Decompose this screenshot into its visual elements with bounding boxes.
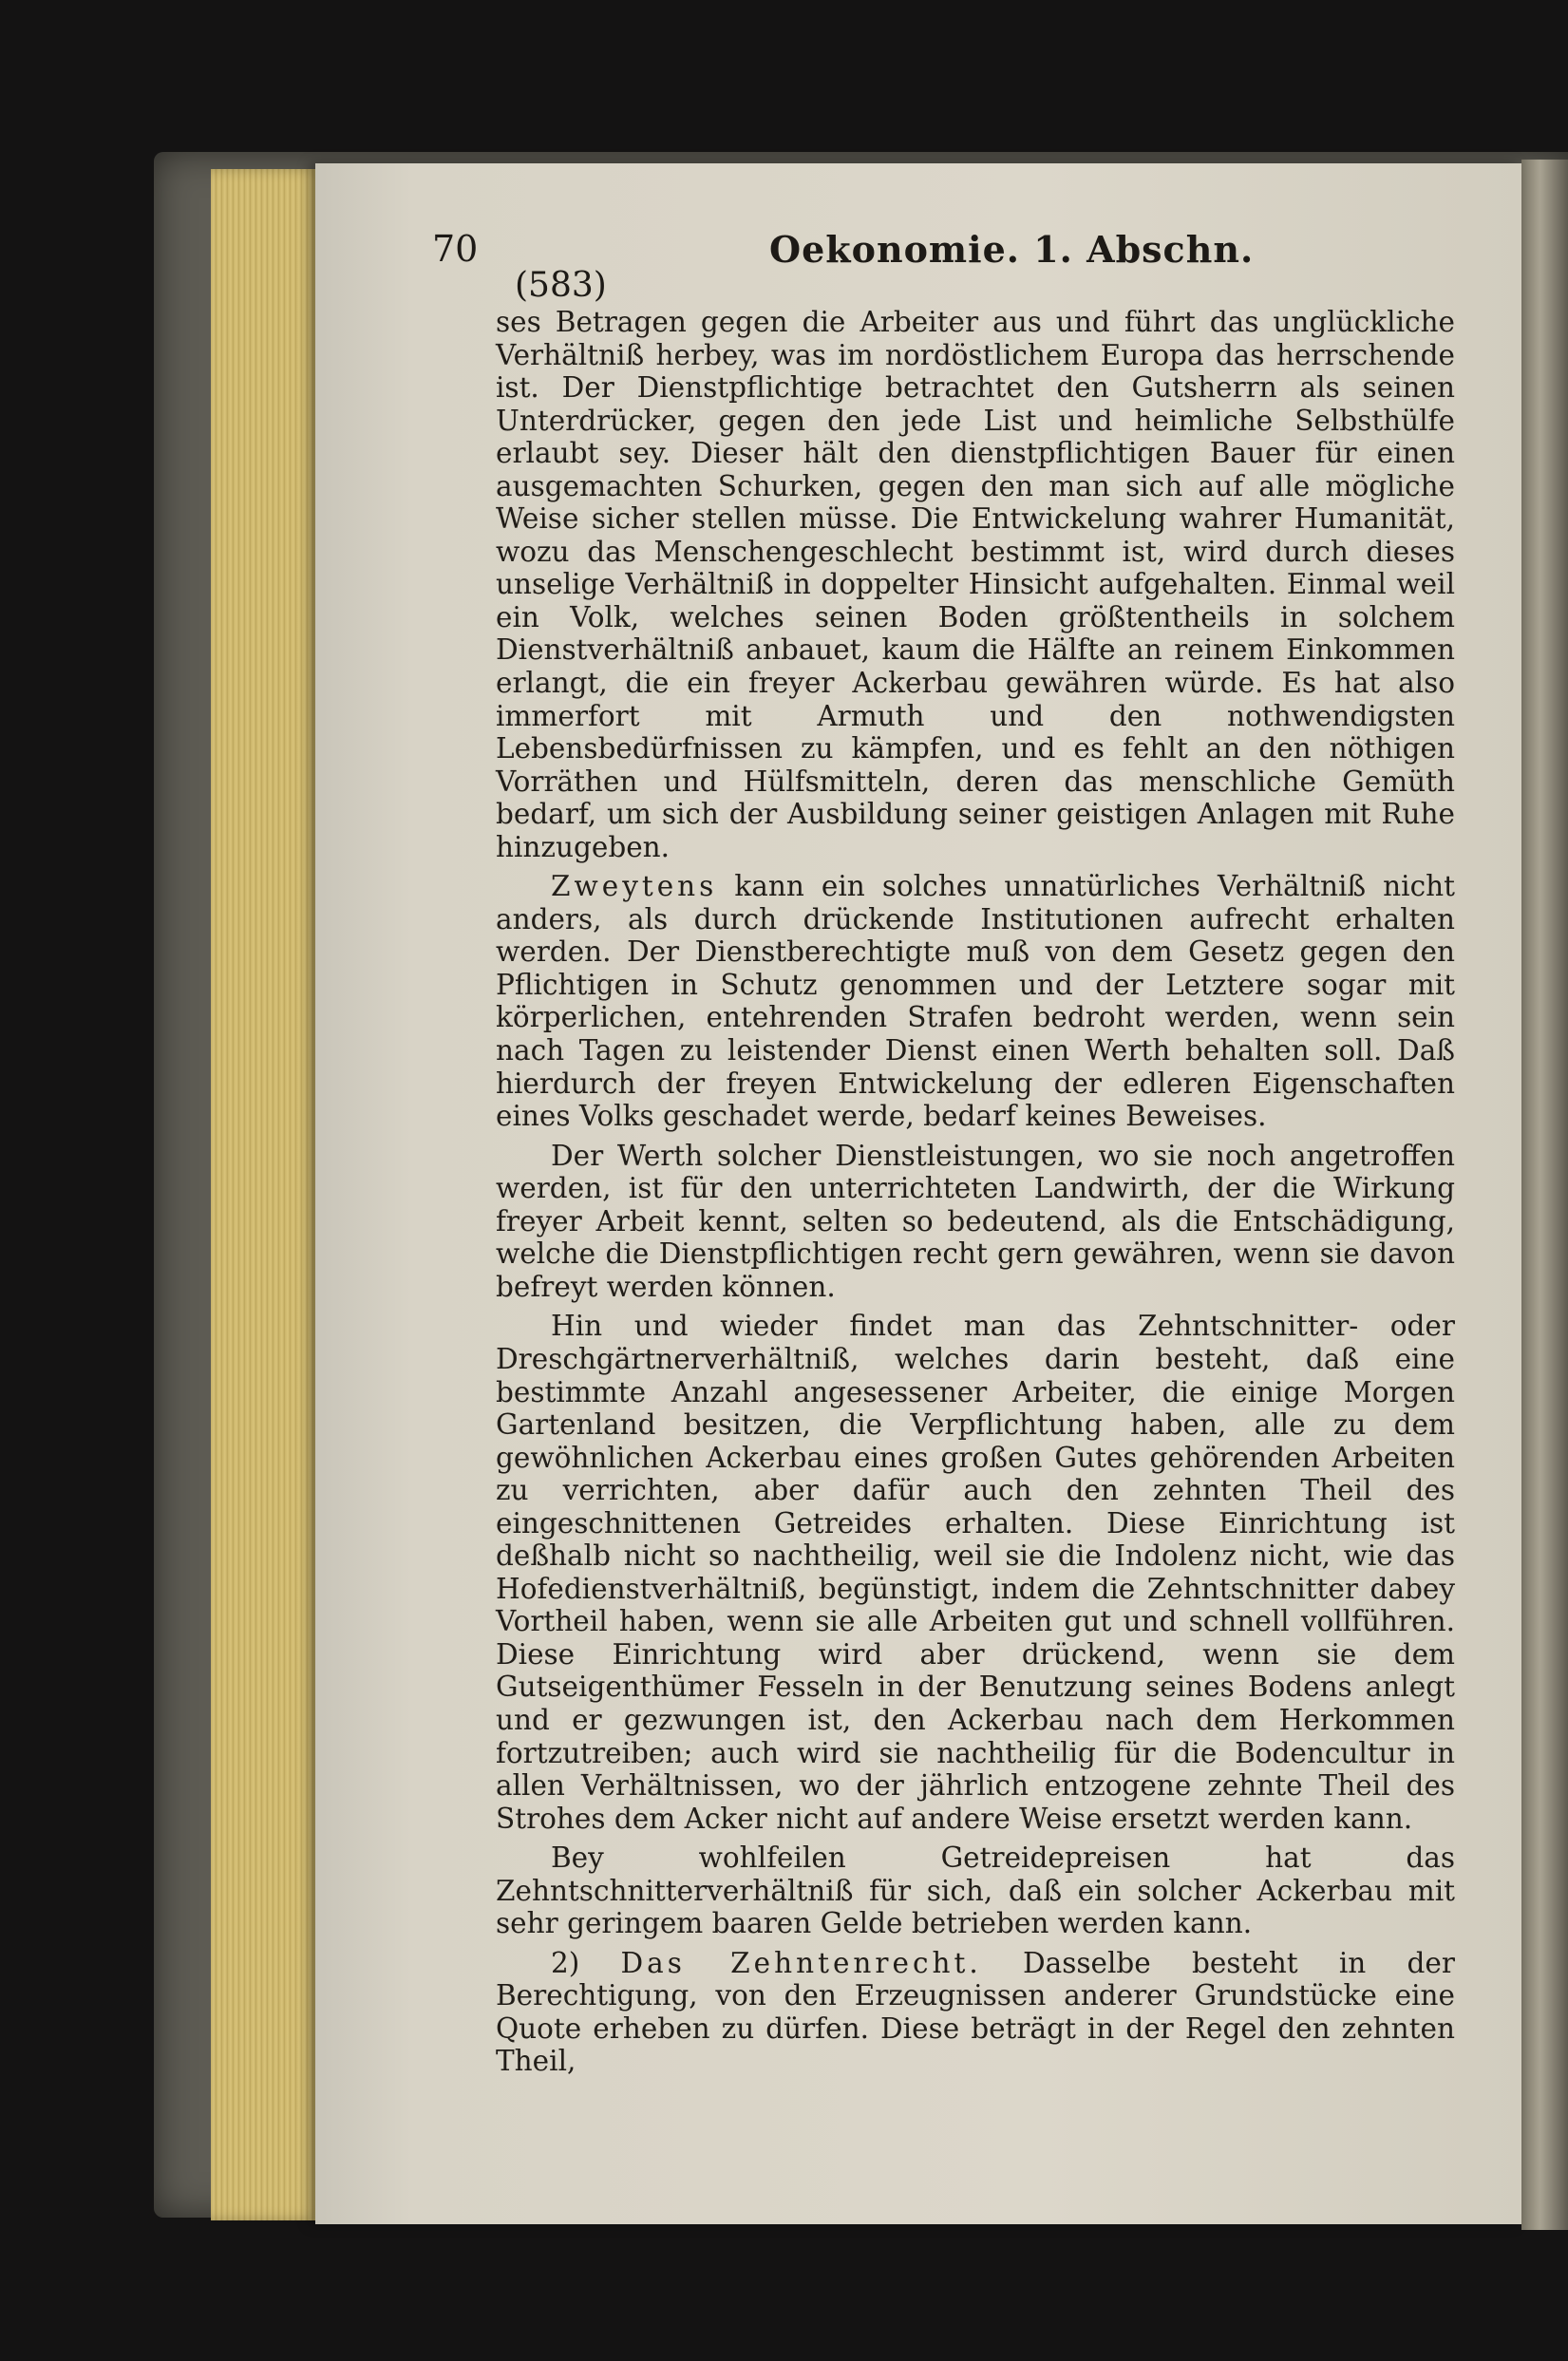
paragraph-text: Dasselbe besteht in der Berechtigung, von den Erzeugnissen anderer Grundstücke eine Quote erheben zu dürfen. Diese beträgt in der Regel den zehnten Theil,: [496, 1946, 1455, 2078]
paragraph-4: [496, 1310, 1455, 1835]
running-head: Oekonomie. 1. Abschn.: [769, 228, 1255, 271]
paragraph-lead: Zweytens: [551, 870, 718, 903]
paragraph-1: [496, 306, 1455, 863]
paragraph-text: Bey wohlfeilen Getreidepreisen hat das Zehntschnitterverhältniß für sich, daß ein solcher Ackerbau mit sehr geringem baaren Gelde betrieben werden kann.: [496, 1842, 1455, 1940]
paragraph-5: [496, 1842, 1455, 1940]
next-page-edge: [1521, 160, 1568, 2230]
page-marker: (583): [515, 266, 607, 305]
paragraph-2: [496, 870, 1455, 1132]
page-edges: [211, 169, 325, 2220]
paragraph-3: [496, 1140, 1455, 1304]
paragraph-text: Der Werth solcher Dienstleistungen, wo sie noch angetroffen werden, ist für den unterrichteten Landwirth, der die Wirkung freyer Arbeit kennt, selten so bedeutend, als die Entschädigung, welche die Dienstpflichtigen recht gern gewähren, wenn sie davon befreyt werden können.: [496, 1139, 1455, 1303]
section-heading: Das Zehntenrecht.: [620, 1946, 982, 1979]
page-number: 70: [432, 228, 479, 270]
paragraph-text: Hin und wieder findet man das Zehntschnitter- oder Dreschgärtnerverhältniß, welches darin besteht, daß eine bestimmte Anzahl angesessener Arbeiter, die einige Morgen Gartenland besitzen, die Verpflichtung haben, alle zu dem gewöhnlichen Ackerbau eines großen Gutes gehörenden Arbeiten zu verrichten, aber dafür auch den zehnten Theil des eingeschnittenen Getreides erhalten. Diese Einrichtung ist deßhalb nicht so nachtheilig, weil sie die Indolenz nicht, wie das Hofedienstverhältniß, begünstigt, indem die Zehntschnitter dabey Vortheil haben, wenn sie alle Arbeiten gut und schnell vollführen. Diese Einrichtung wird aber drückend, wenn sie dem Gutseigenthümer Fesseln in der Benutzung seines Bodens anlegt und er gezwungen ist, den Ackerbau nach dem Herkommen fortzutreiben; auch wird sie nachtheilig für die Bodencultur in allen Verhältnissen, wo der jährlich entzogene zehnte Theil des Strohes dem Acker nicht auf andere Weise ersetzt werden kann.: [496, 1310, 1455, 1835]
paragraph-6: [496, 1947, 1455, 2078]
paragraph-text: ses Betragen gegen die Arbeiter aus und führt das unglückliche Verhältniß herbey, was im nordöstlichem Europa das herrschende ist. Der Dienstpflichtige betrachtet den Gutsherrn als seinen Unterdrücker, gegen den jede List und heimliche Selbsthülfe erlaubt sey. Dieser hält den dienstpflichtigen Bauer für einen ausgemachten Schurken, gegen den man sich auf alle mögliche Weise sicher stellen müsse. Die Entwickelung wahrer Humanität, wozu das Menschengeschlecht bestimmt ist, wird durch dieses unselige Verhältniß in doppelter Hinsicht aufgehalten. Einmal weil ein Volk, welches seinen Boden größtentheils in solchem Dienstverhältniß anbauet, kaum die Hälfte an reinem Einkommen erlangt, die ein freyer Ackerbau gewähren würde. Es hat also immerfort mit Armuth und den nothwendigsten Lebensbedürfnissen zu kämpfen, und es fehlt an den nöthigen Vorräthen und Hülfsmitteln, deren das menschliche Gemüth bedarf, um sich der Ausbildung seiner geistigen Anlagen mit Ruhe hinzugeben.: [496, 306, 1455, 863]
body-text: [496, 306, 1455, 2085]
paragraph-text: kann ein solches unnatürliches Verhältniß nicht anders, als durch drückende Institutionen aufrecht erhalten werden. Der Dienstberechtigte muß von dem Gesetz gegen den Pflichtigen in Schutz genommen und der Letztere sogar mit körperlichen, entehrenden Strafen bedroht werden, wenn sein nach Tagen zu leistender Dienst einen Werth behalten soll. Daß hierdurch der freyen Entwickelung der edleren Eigenschaften eines Volks geschadet werde, bedarf keines Beweises.: [496, 870, 1455, 1133]
section-number: 2): [551, 1946, 580, 1979]
